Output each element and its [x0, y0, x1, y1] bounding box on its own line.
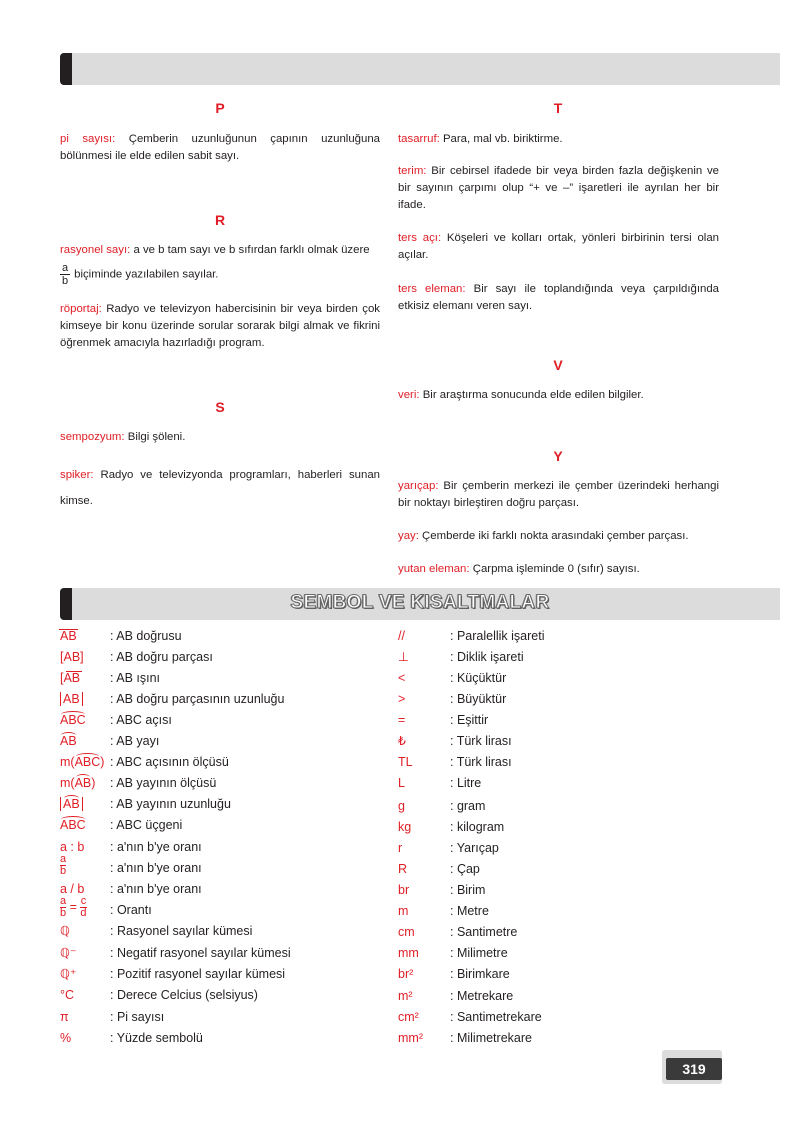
symbol-description: : Santimetrekare — [450, 1010, 542, 1024]
symbol-description: : AB yayının uzunluğu — [110, 797, 231, 811]
symbol-description: : Orantı — [110, 903, 152, 917]
symbol-description: : ABC açısının ölçüsü — [110, 755, 229, 769]
header-bar-tab — [60, 53, 72, 85]
symbol-equals: = — [398, 713, 406, 727]
symbol-description: : AB doğru parçasının uzunluğu — [110, 692, 285, 706]
page-number-badge — [662, 1050, 722, 1084]
symbol-square-unit: br² — [398, 967, 414, 981]
entry-term: ters açı: — [398, 232, 442, 244]
symbol-description: : Yarıçap — [450, 841, 499, 855]
symbol-description: : AB yayı — [110, 734, 160, 748]
entry-yutan-eleman — [398, 561, 719, 578]
symbol-description: : Santimetre — [450, 925, 518, 939]
symbol-description: : Derece Celcius (selsiyus) — [110, 988, 258, 1002]
entry-term: yutan eleman: — [398, 563, 470, 575]
symbol-text: AB — [60, 731, 77, 751]
symbol-description: : a'nın b'ye oranı — [110, 840, 202, 854]
entry-term: sempozyum: — [60, 431, 125, 443]
letter-heading-y: Y — [553, 448, 563, 464]
symbol-description: : Birimkare — [450, 967, 510, 981]
entry-definition: Para, mal vb. biriktirme. — [439, 133, 563, 145]
fraction-a-over-b — [60, 262, 70, 287]
symbol-description: : AB doğrusu — [110, 629, 182, 643]
entry-term: röportaj: — [60, 303, 102, 315]
symbol-square-metre: m² — [398, 989, 413, 1003]
symbol-line-ab — [60, 626, 77, 646]
entry-definition: Radyo ve televizyonda programları, haberleri sunan kimse. — [60, 469, 380, 507]
letter-heading-t: T — [553, 100, 563, 116]
symbol-metre: m — [398, 904, 409, 918]
entry-definition: Bir araştırma sonucunda elde edilen bilgiler. — [419, 389, 644, 401]
symbol-description: : Birim — [450, 883, 486, 897]
symbol-length-ab — [60, 689, 83, 709]
symbol-negative-rational-set: ℚ⁻ — [60, 946, 77, 960]
entry-tasarruf — [398, 131, 719, 148]
symbol-text: ABC — [60, 815, 86, 835]
entry-roportaj — [60, 301, 380, 352]
entry-rasyonel — [60, 242, 380, 259]
symbol-gram: g — [398, 799, 405, 813]
entry-spiker — [60, 462, 380, 514]
entry-yay — [398, 528, 719, 545]
symbol-text: [AB — [60, 668, 80, 688]
symbol-description: : gram — [450, 799, 486, 813]
symbol-radius: r — [398, 841, 403, 855]
entry-definition: Radyo ve televizyon habercisinin bir veya birden çok kimseye bir konu üzerinde sorular sorarak bilgi almak ve fikrini öğrenmek amacıyla hazırladığı program. — [60, 303, 380, 349]
entry-definition-continued: biçiminde yazılabilen sayılar. — [74, 268, 219, 281]
symbol-text: b — [60, 865, 67, 877]
symbol-parallel: // — [398, 629, 405, 643]
symbol-unit: br — [398, 883, 410, 897]
symbol-description: : Türk lirası — [450, 734, 512, 748]
entry-term: rasyonel sayı: — [60, 244, 131, 256]
symbols-title: SEMBOL VE KISALTMALAR — [290, 592, 550, 613]
symbol-description: : Küçüktür — [450, 671, 507, 685]
symbol-kilogram: kg — [398, 820, 412, 834]
symbol-less-than: < — [398, 671, 406, 685]
symbol-description: : Yüzde sembolü — [110, 1031, 203, 1045]
entry-yaricap — [398, 478, 719, 512]
symbol-centimetre: cm — [398, 925, 415, 939]
symbol-pi: π — [60, 1010, 69, 1024]
letter-heading-r: R — [214, 212, 226, 228]
symbol-description: : ABC üçgeni — [110, 818, 183, 832]
symbol-perpendicular: ⊥ — [398, 650, 409, 664]
symbol-description: : Rasyonel sayılar kümesi — [110, 924, 253, 938]
symbol-positive-rational-set: ℚ⁺ — [60, 967, 77, 981]
symbol-description: : kilogram — [450, 820, 505, 834]
symbol-diameter: R — [398, 862, 408, 876]
symbol-text: a — [60, 895, 67, 907]
symbol-angle-abc — [60, 710, 86, 730]
symbol-litre: L — [398, 776, 405, 790]
symbol-tl: TL — [398, 755, 413, 769]
symbol-text: a — [60, 853, 67, 865]
symbol-ray-ab — [60, 668, 80, 688]
symbols-header-bar — [60, 588, 780, 620]
symbol-description: : Milimetrekare — [450, 1031, 532, 1045]
entry-term: veri: — [398, 389, 420, 401]
entry-term: spiker: — [60, 469, 94, 481]
symbol-text: c — [80, 895, 87, 907]
symbol-proportion — [60, 896, 87, 919]
symbol-description: : a'nın b'ye oranı — [110, 861, 202, 875]
entry-definition: Bir cebirsel ifadede bir veya birden fazla değişkenin ve bir sayının çarpımı olup “+ ve –” işaretleri ile ayrılan her bir ifade. — [398, 165, 719, 211]
symbol-description: : Çap — [450, 862, 480, 876]
entry-veri — [398, 387, 719, 404]
symbol-description: : Pozitif rasyonel sayılar kümesi — [110, 967, 286, 981]
symbol-text: [ AB ] — [60, 650, 84, 664]
symbol-text: AB — [75, 773, 92, 793]
symbol-square-centimetre: cm² — [398, 1010, 419, 1024]
symbol-text: m( — [60, 776, 75, 790]
symbol-text: AB — [60, 626, 77, 646]
fraction-denominator: b — [62, 275, 69, 287]
entry-term: ters eleman: — [398, 283, 466, 295]
symbol-triangle-abc — [60, 815, 86, 835]
symbol-text: ABC — [60, 710, 86, 730]
entry-definition: Çarpma işleminde 0 (sıfır) sayısı. — [469, 563, 640, 575]
symbol-millimetre: mm — [398, 946, 419, 960]
symbol-text: ) — [100, 755, 105, 769]
entry-term: pi sayısı: — [60, 133, 116, 145]
entry-ters-aci — [398, 230, 719, 264]
symbol-description: : Milimetre — [450, 946, 508, 960]
symbol-ratio-colon: a : b — [60, 840, 85, 854]
symbol-description: : AB doğru parçası — [110, 650, 213, 664]
symbol-description: : Paralellik işareti — [450, 629, 545, 643]
symbol-text: ABC — [75, 752, 101, 772]
symbol-lira-sign: ₺ — [398, 734, 406, 748]
symbol-text: AB — [63, 794, 80, 814]
symbol-square-millimetre: mm² — [398, 1031, 423, 1045]
symbol-description: : ABC açısı — [110, 713, 172, 727]
symbol-description: : Eşittir — [450, 713, 489, 727]
symbol-ratio-fraction — [60, 854, 66, 877]
header-bar — [60, 53, 780, 85]
symbol-description: : Büyüktür — [450, 692, 507, 706]
entry-pi — [60, 131, 380, 165]
symbol-greater-than: > — [398, 692, 406, 706]
symbol-description: : Metrekare — [450, 989, 514, 1003]
letter-heading-p: P — [215, 100, 225, 116]
entry-term: tasarruf: — [398, 133, 440, 145]
symbol-degree-celsius: °C — [60, 988, 75, 1002]
letter-heading-s: S — [215, 399, 225, 415]
entry-definition: Bir çemberin merkezi ile çember üzerindeki herhangi bir noktayı birleştiren doğru parçası. — [398, 480, 719, 509]
entry-definition: a ve b tam sayı ve b sıfırdan farklı olmak üzere — [130, 244, 370, 256]
entry-term: yarıçap: — [398, 480, 439, 492]
symbol-description: : a'nın b'ye oranı — [110, 882, 202, 896]
entry-ters-eleman — [398, 281, 719, 315]
symbol-text: m( — [60, 755, 75, 769]
symbol-description: : Türk lirası — [450, 755, 512, 769]
symbol-rational-set: ℚ — [60, 924, 70, 938]
entry-definition: Bilgi şöleni. — [124, 431, 186, 443]
symbol-description: : Negatif rasyonel sayılar kümesi — [110, 946, 291, 960]
fraction-numerator: a — [62, 262, 69, 274]
symbol-arc-ab — [60, 731, 77, 751]
symbol-description: : Pi sayısı — [110, 1010, 165, 1024]
symbol-description: : Litre — [450, 776, 482, 790]
letter-heading-v: V — [553, 357, 563, 373]
entry-definition: Bir sayı ile toplandığında veya çarpıldığında etkisiz elemanı veren sayı. — [398, 283, 719, 312]
symbol-description: : AB yayının ölçüsü — [110, 776, 217, 790]
entry-rasyonel-fraction-line — [60, 262, 380, 287]
entry-sempozyum — [60, 429, 380, 446]
entry-definition: Çemberde iki farklı nokta arasındaki çember parçası. — [418, 530, 689, 542]
symbol-description: : Diklik işareti — [450, 650, 524, 664]
symbol-text: b — [60, 907, 67, 919]
symbol-text: = — [69, 899, 77, 914]
symbol-text: AB — [60, 692, 83, 706]
page-number: 319 — [666, 1058, 722, 1080]
symbol-text: d — [80, 907, 87, 919]
entry-term: terim: — [398, 165, 427, 177]
entry-definition: Köşeleri ve kolları ortak, yönleri birbirinin tersi olan açılar. — [398, 232, 720, 261]
symbol-segment-ab — [60, 647, 84, 667]
symbol-angle-measure — [60, 752, 104, 772]
entry-terim — [398, 163, 719, 214]
symbol-percent: % — [60, 1031, 72, 1045]
symbol-arc-length — [60, 794, 83, 814]
entry-term: yay: — [398, 530, 419, 542]
symbol-description: : Metre — [450, 904, 489, 918]
symbol-ratio-slash: a / b — [60, 882, 85, 896]
symbol-arc-measure — [60, 773, 95, 793]
symbol-description: : AB ışını — [110, 671, 161, 685]
symbol-text: ) — [91, 776, 96, 790]
entry-definition: Çemberin uzunluğunun çapının uzunluğuna bölünmesi ile elde edilen sabit sayı. — [60, 133, 380, 162]
